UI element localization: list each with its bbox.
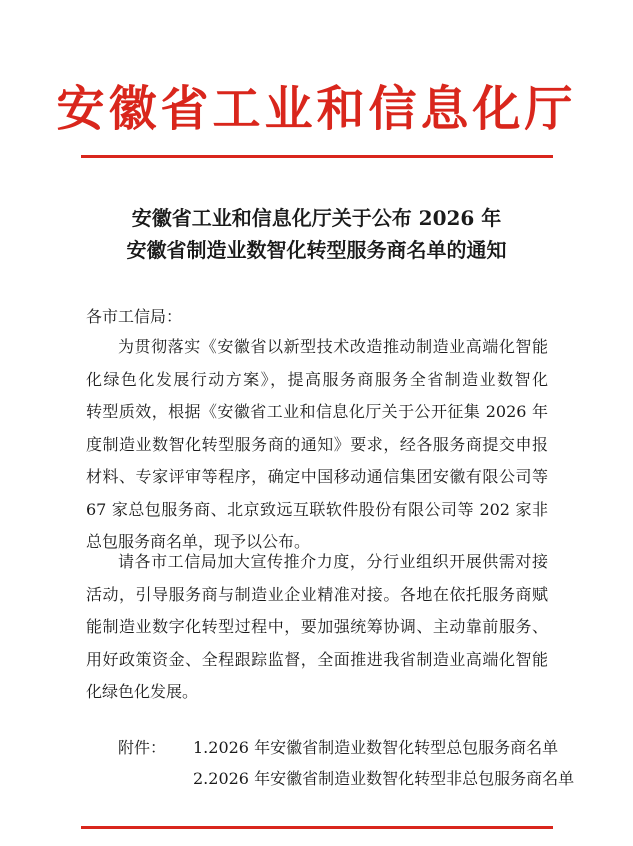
paragraph-line: 化绿色化发展。 bbox=[86, 682, 199, 701]
notice-title-line-1: 安徽省工业和信息化厅关于公布 2026 年 bbox=[131, 206, 502, 230]
masthead-title: 安徽省工业和信息化厅 bbox=[56, 81, 577, 137]
notice-title-line-2: 安徽省制造业数智化转型服务商名单的通知 bbox=[126, 238, 507, 262]
red-divider-top bbox=[81, 155, 553, 158]
red-divider-bottom bbox=[81, 826, 553, 829]
paragraph-1 bbox=[86, 331, 548, 559]
paragraph-line: 请各市工信局加大宣传推介力度，分行业组织开展供需对接 bbox=[118, 552, 548, 571]
paragraph-line: 度制造业数智化转型服务商的通知》要求，经各服务商提交申报 bbox=[86, 434, 548, 454]
attachment-item-2: 2.2026 年安徽省制造业数智化转型非总包服务商名单 bbox=[193, 769, 575, 788]
paragraph-line: 转型质效，根据《安徽省工业和信息化厅关于公开征集 2026 年 bbox=[86, 402, 548, 421]
paragraph-line: 67 家总包服务商、北京致远互联软件股份有限公司等 202 家非 bbox=[86, 499, 548, 519]
paragraph-line: 材料、专家评审等程序，确定中国移动通信集团安徽有限公司等 bbox=[86, 467, 548, 486]
paragraph-line: 化绿色化发展行动方案》，提高服务商服务全省制造业数智化 bbox=[86, 369, 548, 389]
paragraph-line: 活动，引导服务商与制造业企业精准对接。各地在依托服务商赋 bbox=[86, 584, 548, 604]
attachments-label: 附件： bbox=[118, 738, 167, 757]
paragraph-2 bbox=[86, 546, 548, 709]
paragraph-line: 用好政策资金、全程跟踪监督，全面推进我省制造业高端化智能 bbox=[86, 649, 548, 669]
paragraph-line: 总包服务商名单，现予以公布。 bbox=[86, 532, 311, 551]
attachment-item-1: 1.2026 年安徽省制造业数智化转型总包服务商名单 bbox=[193, 738, 559, 757]
paragraph-line: 能制造业数字化转型过程中，要加强统筹协调、主动靠前服务、 bbox=[86, 617, 548, 636]
salutation: 各市工信局： bbox=[86, 307, 183, 326]
notice-title bbox=[0, 202, 633, 266]
paragraph-line: 为贯彻落实《安徽省以新型技术改造推动制造业高端化智能 bbox=[118, 337, 548, 356]
